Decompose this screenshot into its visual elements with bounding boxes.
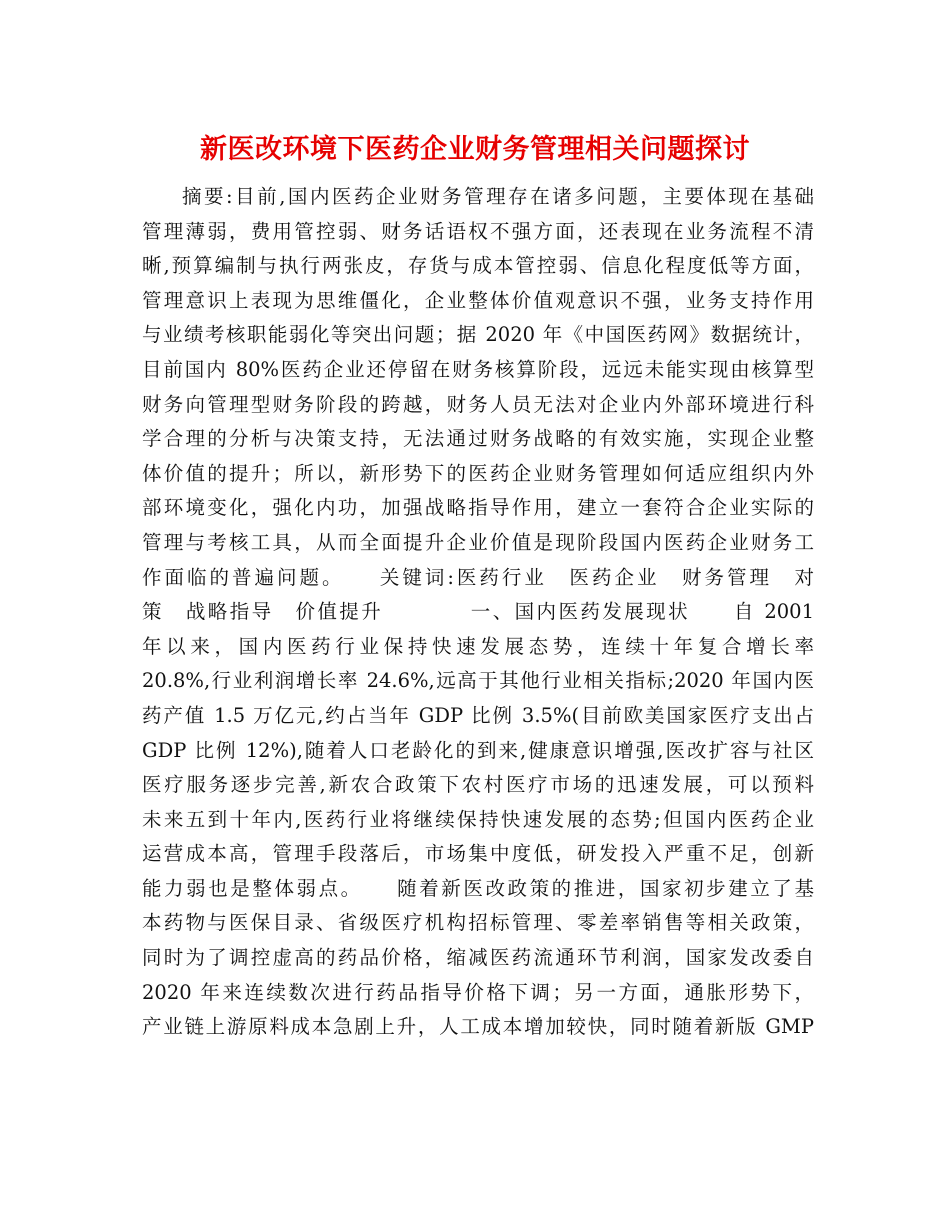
body-line: 摘要:目前,国内医药企业财务管理存在诸多问题，主要体现在基础 (182, 185, 814, 208)
document-body (142, 180, 814, 1045)
body-line: 20.8%,行业利润增长率 24.6%,远高于其他行业相关指标;2020 年国内医 (142, 669, 814, 693)
body-line: 管理与考核工具，从而全面提升企业价值是现阶段国内医药企业财务工 (142, 530, 814, 554)
body-line: 与业绩考核职能弱化等突出问题；据 2020 年《中国医药网》数据统计， (142, 323, 814, 347)
body-line: 策 战略指导 价值提升 一、国内医药发展现状 自 2001 (142, 600, 814, 624)
body-line: 目前国内 80%医药企业还停留在财务核算阶段，远远未能实现由核算型 (142, 357, 814, 381)
body-line: 学合理的分析与决策支持，无法通过财务战略的有效实施，实现企业整 (142, 427, 814, 451)
body-line: 2020 年来连续数次进行药品指导价格下调；另一方面，通胀形势下， (142, 980, 814, 1004)
body-line: 医疗服务逐步完善,新农合政策下农村医疗市场的迅速发展，可以预料 (142, 773, 814, 797)
body-line: 药产值 1.5 万亿元,约占当年 GDP 比例 3.5%(目前欧美国家医疗支出占 (142, 703, 814, 727)
body-line: 本药物与医保目录、省级医疗机构招标管理、零差率销售等相关政策， (142, 911, 814, 935)
body-line: 管理薄弱，费用管控弱、财务话语权不强方面，还表现在业务流程不清 (142, 219, 814, 243)
body-line: 年以来，国内医药行业保持快速发展态势，连续十年复合增长率 (142, 634, 814, 658)
document-title: 新医改环境下医药企业财务管理相关问题探讨 (200, 134, 750, 165)
body-line: 部环境变化，强化内功，加强战略指导作用，建立一套符合企业实际的 (142, 496, 814, 520)
body-line: 晰,预算编制与执行两张皮，存货与成本管控弱、信息化程度低等方面， (142, 254, 814, 278)
body-line: 产业链上游原料成本急剧上升，人工成本增加较快，同时随着新版 GMP (142, 1015, 814, 1039)
body-line: GDP 比例 12%),随着人口老龄化的到来,健康意识增强,医改扩容与社区 (142, 738, 814, 762)
body-line: 能力弱也是整体弱点。 随着新医改政策的推进，国家初步建立了基 (142, 876, 814, 900)
body-line: 管理意识上表现为思维僵化，企业整体价值观意识不强，业务支持作用 (142, 288, 814, 312)
body-line: 作面临的普遍问题。 关键词:医药行业 医药企业 财务管理 对 (142, 565, 814, 589)
body-line: 财务向管理型财务阶段的跨越，财务人员无法对企业内外部环境进行科 (142, 392, 814, 416)
body-line: 体价值的提升；所以，新形势下的医药企业财务管理如何适应组织内外 (142, 461, 814, 485)
body-line: 运营成本高，管理手段落后，市场集中度低，研发投入严重不足，创新 (142, 842, 814, 866)
body-line: 同时为了调控虚高的药品价格，缩减医药流通环节利润，国家发改委自 (142, 946, 814, 970)
body-line: 未来五到十年内,医药行业将继续保持快速发展的态势;但国内医药企业 (142, 807, 814, 831)
